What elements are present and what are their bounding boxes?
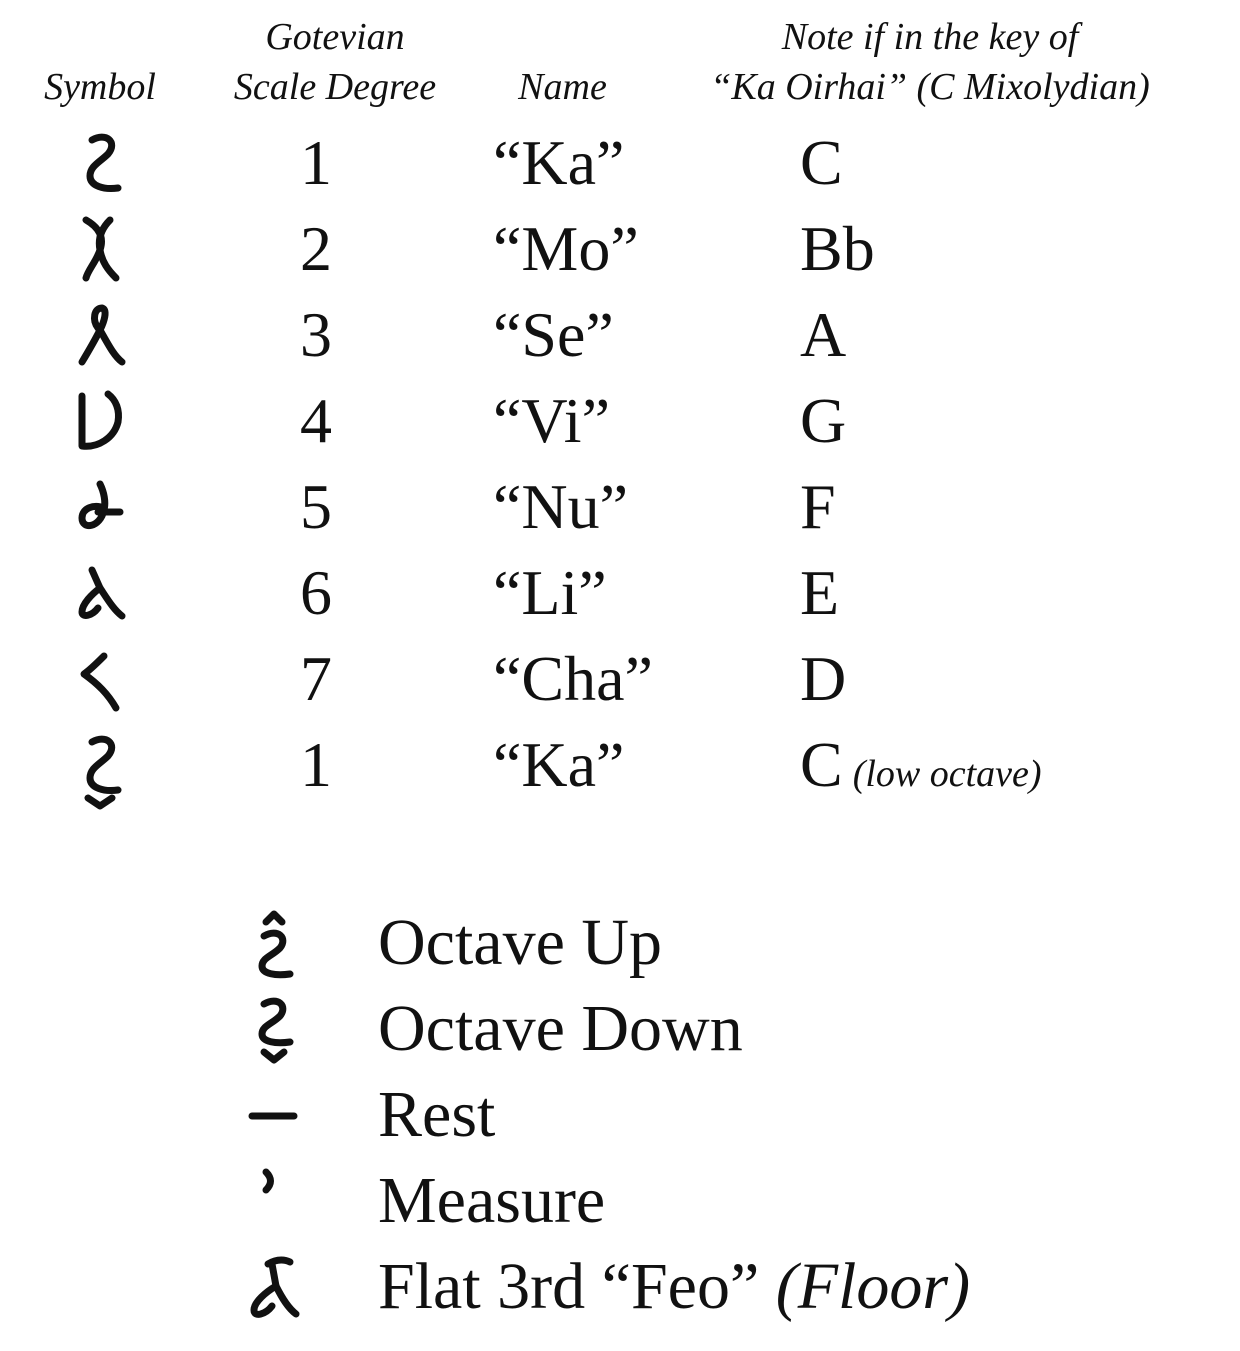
- se-symbol-icon: [70, 300, 130, 370]
- legend-item: [0, 986, 1240, 1072]
- scale-degree: 4: [300, 385, 332, 456]
- scale-degree-header-line2: Scale Degree: [233, 66, 437, 108]
- degree-name: “Se”: [493, 299, 614, 370]
- note-header-line1: Note if in the key of: [781, 16, 1079, 58]
- legend-label: Measure: [378, 1164, 606, 1237]
- table-row: [0, 464, 1240, 550]
- octave-up-icon: [238, 908, 308, 982]
- legend-label: Flat 3rd “Feo” (Floor): [378, 1250, 971, 1323]
- legend-item: [0, 1158, 1240, 1244]
- scale-degree: 6: [300, 557, 332, 628]
- legend-item: [0, 900, 1240, 986]
- degree-name: “Ka”: [493, 729, 625, 800]
- legend-item: [0, 1244, 1240, 1330]
- scale-degree: 5: [300, 471, 332, 542]
- symbol-header: Symbol: [44, 66, 156, 108]
- table-row: [0, 206, 1240, 292]
- degree-name: “Cha”: [493, 643, 653, 714]
- table-row: [0, 378, 1240, 464]
- cha-symbol-icon: [70, 644, 130, 714]
- note-value: E: [800, 557, 840, 628]
- legend-label: Octave Up: [378, 906, 663, 979]
- scale-degree: 7: [300, 643, 332, 714]
- note-value: C: [800, 127, 843, 198]
- note-value: A: [800, 299, 847, 370]
- table-row: [0, 722, 1240, 808]
- note-value: Bb: [800, 213, 875, 284]
- legend-item: [0, 1072, 1240, 1158]
- degree-name: “Mo”: [493, 213, 639, 284]
- note-value: G: [800, 385, 847, 456]
- nu-symbol-icon: [70, 472, 130, 542]
- degree-name: “Ka”: [493, 127, 625, 198]
- ka-low-symbol-icon: [70, 730, 130, 814]
- table-row: [0, 636, 1240, 722]
- table-row: [0, 292, 1240, 378]
- degree-name: “Vi”: [493, 385, 610, 456]
- note-value: D: [800, 643, 847, 714]
- measure-icon: [238, 1166, 308, 1240]
- note-value: C (low octave): [800, 729, 1042, 800]
- legend-label: Octave Down: [378, 992, 743, 1065]
- mo-symbol-icon: [70, 214, 130, 284]
- degree-name: “Li”: [493, 557, 607, 628]
- table-row: [0, 120, 1240, 206]
- ka-symbol-icon: [70, 128, 130, 198]
- flat-third-icon: [238, 1252, 308, 1326]
- note-value: F: [800, 471, 836, 542]
- table-row: [0, 550, 1240, 636]
- scale-degree: 3: [300, 299, 332, 370]
- scale-degree: 1: [300, 729, 332, 800]
- octave-down-icon: [238, 994, 308, 1068]
- scale-degree: 1: [300, 127, 332, 198]
- rest-icon: [238, 1080, 308, 1154]
- vi-symbol-icon: [70, 386, 130, 456]
- name-header: Name: [518, 66, 607, 108]
- scale-degree: 2: [300, 213, 332, 284]
- li-symbol-icon: [70, 558, 130, 628]
- scale-degree-header-line1: Gotevian: [265, 16, 405, 58]
- legend-label: Rest: [378, 1078, 496, 1151]
- note-header-line2: “Ka Oirhai” (C Mixolydian): [710, 66, 1150, 108]
- degree-name: “Nu”: [493, 471, 629, 542]
